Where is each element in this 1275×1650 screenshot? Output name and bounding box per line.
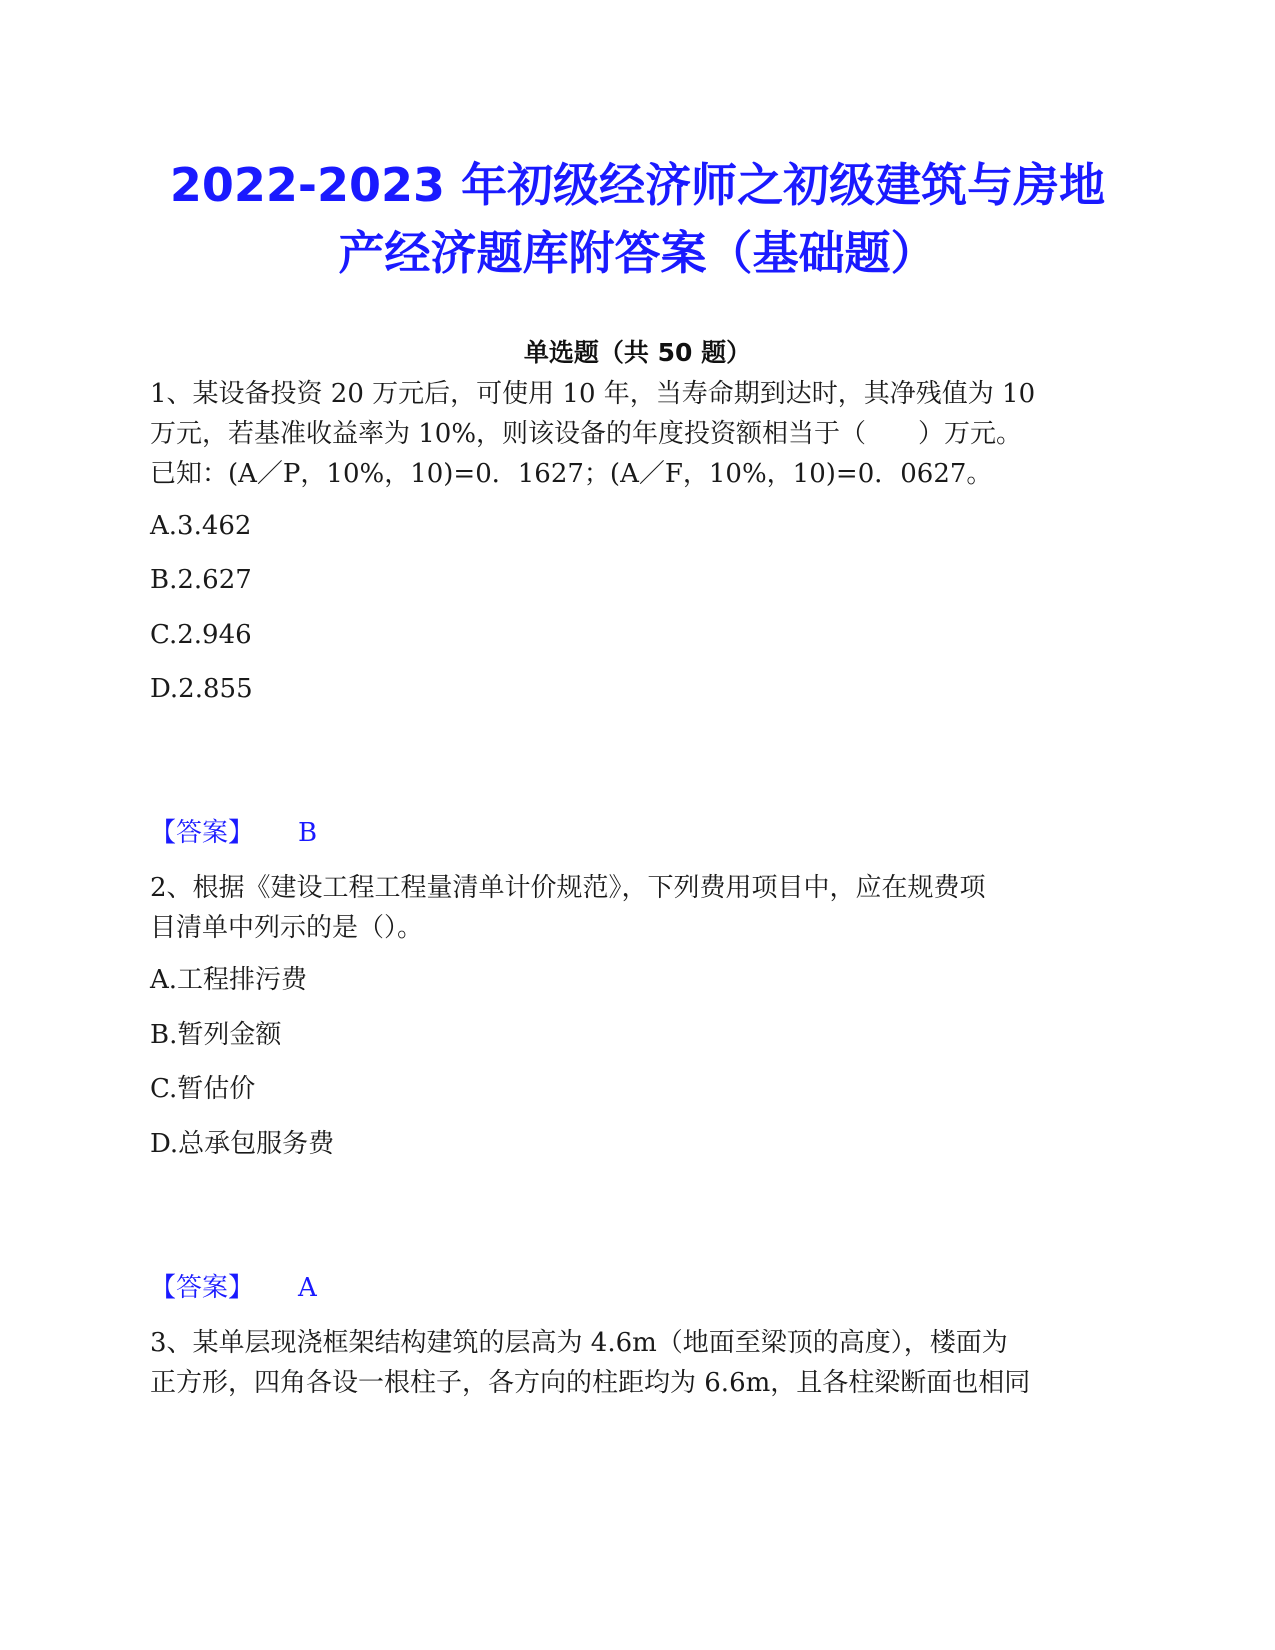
question-1-option-c: C.2.946 [150,620,252,650]
question-3-text [150,1323,1150,1403]
question-2-answer [150,1270,317,1306]
question-2-option-a: A.工程排污费 [150,965,308,995]
question-line: 已知：(A／P，10%，10)=0．1627；(A／F，10%，10)=0．0627。 [150,459,993,489]
question-2-text [150,868,1150,948]
question-1-option-b: B.2.627 [150,565,252,595]
question-line: 目清单中列示的是（）。 [150,913,424,943]
question-1-text [150,374,1150,494]
answer-label: 【答案】 [150,1273,255,1303]
question-1-option-d: D.2.855 [150,674,253,704]
question-line: 正方形，四角各设一根柱子，各方向的柱距均为 6.6m，且各柱梁断面也相同 [150,1368,1031,1398]
question-2-option-c: C.暂估价 [150,1074,256,1104]
question-2-option-d: D.总承包服务费 [150,1129,335,1159]
answer-label: 【答案】 [150,818,255,848]
question-line: 1、某设备投资 20 万元后，可使用 10 年，当寿命期到达时，其净残值为 10 [150,379,1036,409]
question-line: 万元，若基准收益率为 10%，则该设备的年度投资额相当于（ ）万元。 [150,419,1023,449]
section-heading: 单选题（共 50 题） [523,338,752,367]
document-title-line-1: 2022-2023 年初级经济师之初级建筑与房地 [169,158,1106,212]
question-2-option-b: B.暂列金额 [150,1020,282,1050]
question-1-option-a: A.3.462 [150,511,252,541]
question-1-answer [150,815,317,851]
document-title-line-2: 产经济题库附答案（基础题） [338,226,937,280]
answer-value: A [298,1273,317,1303]
answer-value: B [298,818,318,848]
question-line: 3、某单层现浇框架结构建筑的层高为 4.6m（地面至梁顶的高度），楼面为 [150,1328,1008,1358]
question-line: 2、根据《建设工程工程量清单计价规范》，下列费用项目中，应在规费项 [150,873,986,903]
